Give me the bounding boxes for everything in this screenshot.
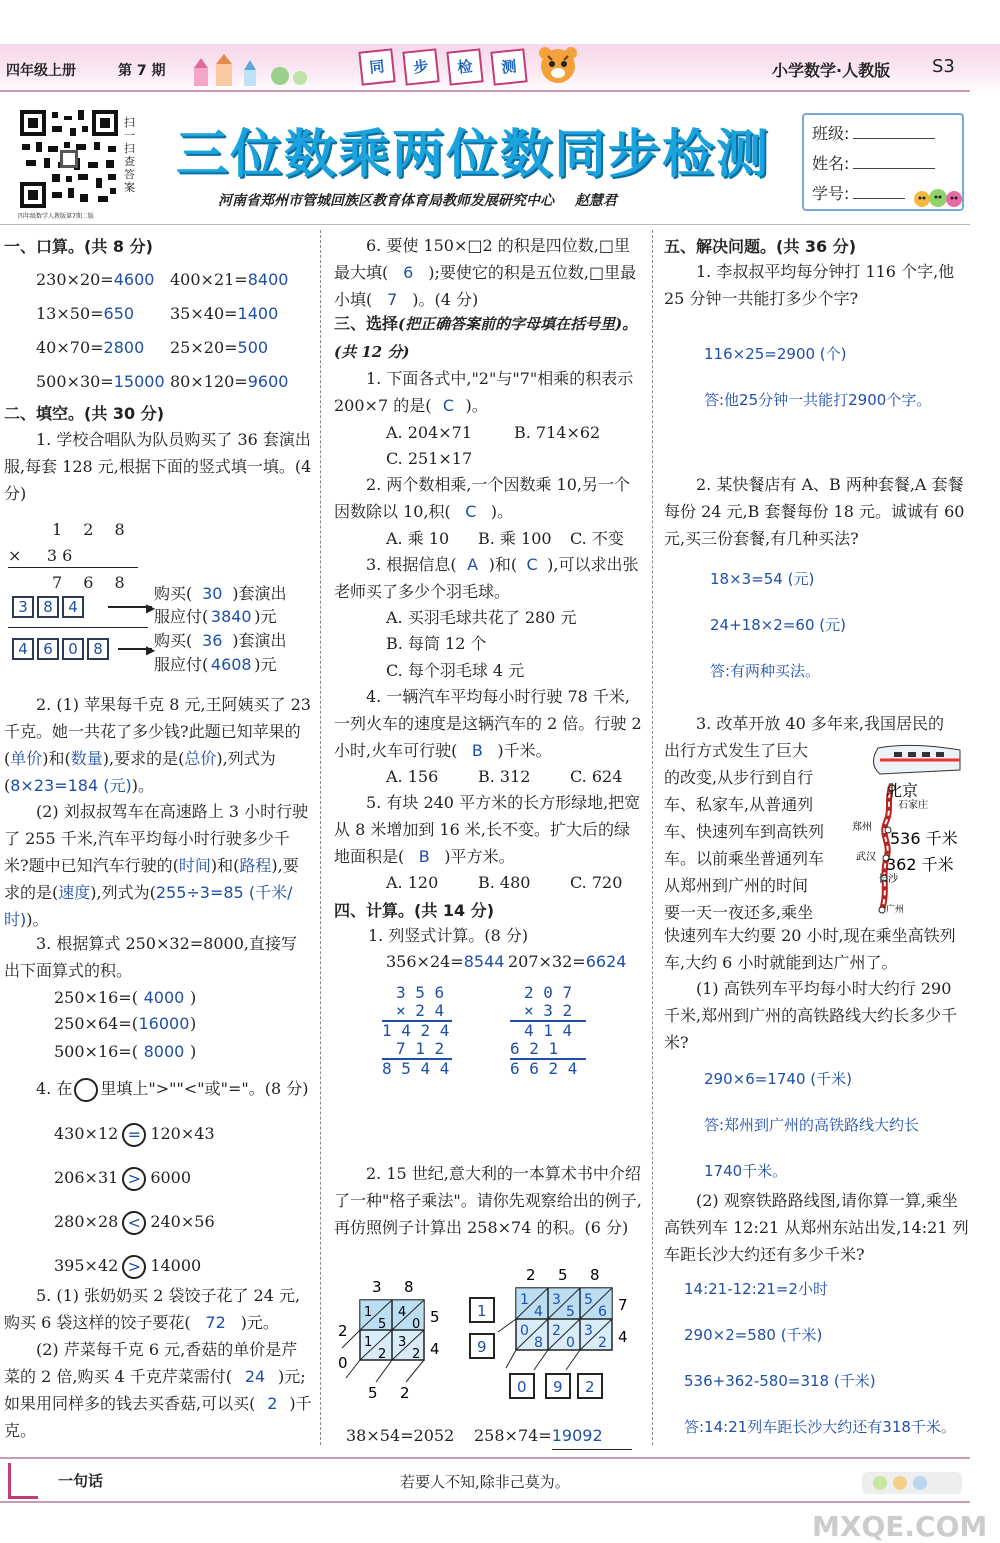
section-4-heading: 四、计算。(共 14 分) <box>334 901 495 920</box>
page-number: S3 <box>932 56 955 77</box>
fill-q5-2: (2) 芹菜每千克 6 元,香菇的单价是芹菜的 2 倍,购买 4 千克芹菜需付( 24 )元;如果用同样多的钱去买香菇,可以买( 2 )千克。 <box>4 1340 312 1440</box>
student-id-field[interactable]: 学号: <box>812 181 905 204</box>
section-1-heading: 一、口算。(共 8 分) <box>4 237 153 256</box>
q3-item: 500×16=( 8000 ) <box>54 1042 197 1061</box>
header-tag-ce: 测 <box>490 48 527 85</box>
svg-text:0: 0 <box>412 1317 421 1332</box>
svg-text:0: 0 <box>517 1378 527 1396</box>
svg-text:1: 1 <box>520 1292 529 1308</box>
column-divider-1 <box>320 230 321 1445</box>
fill-q5-1: 5. (1) 张奶奶买 2 袋饺子花了 24 元,购买 6 袋这样的饺子要花( 72 )元。 <box>4 1286 301 1332</box>
vert-multiplier: × 3 6 <box>8 546 73 565</box>
column-divider-2 <box>652 230 653 1445</box>
problem-3-rest: 快速列车大约要 20 小时,现在乘坐高铁列车,大约 6 小时就能到达广州了。 <box>664 926 956 972</box>
problem-1: 1. 李叔叔平均每分钟打 116 个字,他 25 分钟一共能打多少个字? <box>664 262 955 308</box>
choice-3: 3. 根据信息( A )和( C ),可以求出张老师买了多少个羽毛球。 <box>334 555 639 601</box>
page-title: 三位数乘两位数同步检测 <box>176 125 771 185</box>
problem-3-q1-answer-2: 答:郑州到广州的高铁路线大约长 <box>704 1116 920 1134</box>
svg-text:2: 2 <box>412 1347 421 1362</box>
choice-2-opt-c: C. 不变 <box>570 529 624 548</box>
svg-text:536 千米: 536 千米 <box>890 829 958 848</box>
problem-3-q1-answer-1: 290×6=1740 (千米) <box>704 1070 852 1088</box>
svg-text:3: 3 <box>398 1335 407 1350</box>
svg-text:362 千米: 362 千米 <box>886 855 954 874</box>
problem-1-answer-line-1: 116×25=2900 (个) <box>704 345 847 363</box>
lattice-intro: 2. 15 世纪,意大利的一本算术书中介绍了一种"格子乘法"。请你先观察给出的例子,再仿照例子计算出 258×74 的积。(6 分) <box>334 1164 642 1237</box>
choice-3-opt-c: C. 每个羽毛球 4 元 <box>386 661 525 680</box>
cartoon-animals-icon <box>912 181 964 209</box>
content-top-rule <box>0 224 970 225</box>
problem-2-answer-line-1: 18×3=54 (元) <box>710 570 815 588</box>
section-3-heading: 三、选择(把正确答案前的字母填在括号里)。(共 12 分) <box>334 314 638 361</box>
qr-side-text: 扫一扫 查答案 <box>124 116 135 194</box>
svg-text:1: 1 <box>364 1305 373 1320</box>
svg-text:2: 2 <box>585 1378 595 1396</box>
choice-4-opt-b: B. 312 <box>478 767 531 786</box>
digit-box[interactable]: 6 <box>37 638 59 660</box>
watermark-logo-icon <box>860 1468 970 1498</box>
svg-text:5: 5 <box>566 1304 575 1320</box>
choice-5: 5. 有块 240 平方米的长方形绿地,把宽从 8 米增加到 16 米,长不变。扩大后的绿地面积是( B )平方米。 <box>334 793 641 866</box>
svg-text:4: 4 <box>534 1304 543 1320</box>
fill-q2-2: (2) 刘叔叔驾车在高速路上 3 小时行驶了 255 千米,汽车平均每小时行驶多少千米?题中已知汽车行驶的(时间)和(路程),要求的是(速度),列式为(255÷3=85 (千米/时))。 <box>4 802 309 929</box>
svg-text:2: 2 <box>400 1384 410 1402</box>
fill-q6: 6. 要使 150×□2 的积是四位数,□里最大填( 6 );要使它的积是五位数,□里最小填( 7 )。(4 分) <box>334 236 637 309</box>
pay-line-1: 服应付( 3840 )元 <box>154 607 277 626</box>
qr-code[interactable] <box>18 108 120 210</box>
arrow-head-icon: ▶ <box>146 601 156 615</box>
q3-item: 250×64=(16000) <box>54 1014 197 1033</box>
digit-box[interactable]: 8 <box>37 596 59 618</box>
compare-item: 280×28 < 240×56 <box>54 1208 215 1235</box>
problem-3-q2-answer-4: 答:14:21列车距长沙大约还有318千米。 <box>684 1418 956 1436</box>
qr-caption: 四年级数学人教版第7期二版 <box>18 213 94 220</box>
problem-3-q1-answer-3: 1740千米。 <box>704 1162 788 1180</box>
section-5-heading: 五、解决问题。(共 36 分) <box>664 237 857 256</box>
pay-line-2: 服应付( 4608 )元 <box>154 655 277 674</box>
author-org: 河南省郑州市管城回族区教育体育局教师发展研究中心 <box>218 193 554 209</box>
svg-text:2: 2 <box>552 1323 561 1339</box>
fill-q3-text: 3. 根据算式 250×32=8000,直接写出下面算式的积。 <box>4 934 297 980</box>
svg-text:6: 6 <box>598 1304 607 1320</box>
calc-2-vertical: 2 0 7 × 3 2 4 1 4 6 2 1 6 6 2 4 <box>524 984 586 1078</box>
svg-text:8: 8 <box>404 1278 414 1296</box>
svg-text:4: 4 <box>618 1328 628 1346</box>
svg-text:北京: 北京 <box>886 781 919 800</box>
choice-4: 4. 一辆汽车平均每小时行驶 78 千米,一列火车的速度是这辆汽车的 2 倍。行驶 2 小时,火车可行驶( B )千米。 <box>334 687 642 760</box>
vert-rule-2 <box>8 627 148 628</box>
subject-label: 小学数学·人教版 <box>772 61 891 80</box>
svg-text:2: 2 <box>526 1266 536 1284</box>
svg-text:5: 5 <box>368 1384 378 1402</box>
svg-text:2: 2 <box>378 1347 387 1362</box>
problem-1-answer-line-2: 答:他25分钟一共能打2900个字。 <box>704 391 932 409</box>
oral-item: 500×30=15000 <box>36 372 165 391</box>
compare-item: 430×12 = 120×43 <box>54 1120 215 1147</box>
svg-text:2: 2 <box>338 1322 348 1340</box>
svg-text:1: 1 <box>477 1302 487 1320</box>
svg-text:4: 4 <box>430 1340 440 1358</box>
q3-item: 250×16=( 4000 ) <box>54 988 197 1007</box>
header-divider <box>0 90 970 92</box>
author-line <box>218 190 617 210</box>
calc-2-equation: 207×32=6624 <box>508 952 627 971</box>
fill-q4-text: 4. 在 里填上">""<"或"="。(8 分) <box>36 1075 309 1102</box>
problem-3-q2-answer-1: 14:21-12:21=2小时 <box>684 1280 828 1298</box>
digit-box[interactable]: 4 <box>12 638 34 660</box>
buy-line-2: 购买( 36 )套演出 <box>154 631 287 650</box>
choice-5-opt-a: A. 120 <box>386 873 439 892</box>
oral-item: 13×50=650 <box>36 304 135 323</box>
section-2-heading: 二、填空。(共 30 分) <box>4 404 165 423</box>
calc-1-vertical: 3 5 6 × 2 4 1 4 2 4 7 1 2 8 5 4 4 <box>396 984 452 1078</box>
digit-box[interactable]: 3 <box>12 596 34 618</box>
svg-text:广州: 广州 <box>886 905 905 915</box>
compare-item: 395×42 > 14000 <box>54 1252 201 1279</box>
choice-1-opt-c: C. 251×17 <box>386 449 473 468</box>
choice-3-opt-b: B. 每筒 12 个 <box>386 634 487 653</box>
choice-2-opt-b: B. 乘 100 <box>478 529 552 548</box>
svg-text:5: 5 <box>558 1266 568 1284</box>
footer-bracket <box>8 1463 38 1499</box>
arrow-head-icon: ▶ <box>146 643 156 657</box>
lattice-exercise-equation: 258×74=19092 <box>474 1422 632 1450</box>
svg-text:5: 5 <box>378 1317 387 1332</box>
buy-line-1: 购买( 30 )套演出 <box>154 584 287 603</box>
header-decoration <box>190 54 320 86</box>
choice-1-opt-b: B. 714×62 <box>514 423 601 442</box>
digit-box[interactable]: 0 <box>62 638 84 660</box>
choice-1-opt-a: A. 204×71 <box>386 423 473 442</box>
student-info-box <box>802 113 964 211</box>
digit-box[interactable]: 8 <box>87 638 109 660</box>
svg-text:8: 8 <box>590 1266 600 1284</box>
compare-item: 206×31 > 6000 <box>54 1164 191 1191</box>
calc-title: 1. 列竖式计算。(8 分) <box>368 926 529 945</box>
vert-result-boxes <box>12 638 112 660</box>
digit-box[interactable]: 4 <box>62 596 84 618</box>
choice-2-opt-a: A. 乘 10 <box>386 529 450 548</box>
lattice-example-38x54 <box>336 1278 456 1402</box>
name-field[interactable]: 姓名: <box>812 151 935 174</box>
vert-partial-2-boxes <box>12 596 87 618</box>
problem-2: 2. 某快餐店有 A、B 两种套餐,A 套餐每份 24 元,B 套餐每份 18 元。诚诚有 60 元,买三份套餐,有几种买法? <box>664 475 965 548</box>
problem-3-wrapped-text: 出行方式发生了巨大 的改变,从步行到自行 车、私家车,从普通列 车、快速列车到高铁列 车。以前乘坐普通列车 从郑州到广州的时间 要一天一夜还多,乘坐 <box>664 741 825 922</box>
svg-text:1: 1 <box>364 1335 373 1350</box>
svg-text:5: 5 <box>584 1292 593 1308</box>
tiger-mascot-icon <box>534 44 582 90</box>
fill-q2-1: 2. (1) 苹果每千克 8 元,王阿姨买了 23 千克。她一共花了多少钱?此题已知苹果的(单价)和(数量),要求的是(总价),列式为(8×23=184 (元))。 <box>4 695 311 795</box>
fill-q1-text: 1. 学校合唱队为队员购买了 36 套演出服,每套 128 元,根据下面的竖式填一填。(4 分) <box>4 430 312 503</box>
issue-label: 第 7 期 <box>118 63 166 79</box>
svg-text:石家庄: 石家庄 <box>898 800 928 811</box>
class-field[interactable]: 班级: <box>812 121 935 144</box>
choice-3-opt-a: A. 买羽毛球共花了 280 元 <box>386 608 577 627</box>
vert-partial-1: 7 6 8 <box>52 573 133 592</box>
grade-label: 四年级上册 <box>6 63 76 79</box>
choice-4-opt-a: A. 156 <box>386 767 439 786</box>
problem-3-q2-answer-2: 290×2=580 (千米) <box>684 1326 823 1344</box>
circle-icon <box>74 1078 98 1102</box>
header-tag-bu: 步 <box>402 48 439 85</box>
choice-4-opt-c: C. 624 <box>570 767 623 786</box>
svg-text:2: 2 <box>598 1335 607 1351</box>
lattice-exercise-258x74 <box>468 1264 640 1406</box>
oral-item: 25×20=500 <box>170 338 269 357</box>
choice-5-opt-c: C. 720 <box>570 873 623 892</box>
svg-text:郑州: 郑州 <box>852 822 872 833</box>
problem-2-answer-line-3: 答:有两种买法。 <box>710 662 821 680</box>
problem-3-line-1: 3. 改革开放 40 多年来,我国居民的 <box>696 714 944 733</box>
choice-2: 2. 两个数相乘,一个因数乘 10,另一个因数除以 10,积( C )。 <box>334 475 630 521</box>
svg-text:3: 3 <box>552 1292 561 1308</box>
svg-text:4: 4 <box>398 1305 407 1320</box>
watermark-text: MXQE.COM <box>812 1510 988 1543</box>
problem-3-q2: (2) 观察铁路路线图,请你算一算,乘坐高铁列车 12:21 从郑州东站出发,14:21 列车距长沙大约还有多少千米? <box>664 1191 969 1264</box>
svg-text:7: 7 <box>618 1296 628 1314</box>
vert-multiplicand: 1 2 8 <box>52 520 133 539</box>
vert-rule <box>8 567 138 568</box>
oral-item: 40×70=2800 <box>36 338 145 357</box>
svg-text:5: 5 <box>430 1308 440 1326</box>
header-tag-tong: 同 <box>358 48 395 85</box>
lattice-example-equation: 38×54=2052 <box>346 1426 455 1445</box>
header-tag-jian: 检 <box>446 48 483 85</box>
problem-3-q1: (1) 高铁列车平均每小时大约行 290 千米,郑州到广州的高铁路线大约长多少千米? <box>664 979 958 1052</box>
svg-text:9: 9 <box>477 1338 487 1356</box>
railway-map <box>850 740 968 918</box>
svg-text:3: 3 <box>584 1323 593 1339</box>
svg-text:长沙: 长沙 <box>878 874 898 885</box>
oral-item: 400×21=8400 <box>170 270 289 289</box>
calc-1-equation: 356×24=8544 <box>386 952 505 971</box>
svg-text:0: 0 <box>520 1323 529 1339</box>
oral-item: 80×120=9600 <box>170 372 289 391</box>
svg-text:0: 0 <box>566 1335 575 1351</box>
author-name: 赵慧君 <box>574 193 617 209</box>
oral-item: 230×20=4600 <box>36 270 155 289</box>
svg-text:3: 3 <box>372 1278 382 1296</box>
svg-text:0: 0 <box>338 1354 348 1372</box>
svg-text:9: 9 <box>553 1378 563 1396</box>
svg-text:8: 8 <box>534 1335 543 1351</box>
problem-3-q2-answer-3: 536+362-580=318 (千米) <box>684 1372 876 1390</box>
svg-text:武汉: 武汉 <box>856 852 876 863</box>
oral-item: 35×40=1400 <box>170 304 279 323</box>
footer-quote: 若要人不知,除非己莫为。 <box>400 1473 570 1491</box>
problem-2-answer-line-2: 24+18×2=60 (元) <box>710 616 846 634</box>
choice-5-opt-b: B. 480 <box>478 873 531 892</box>
choice-1: 1. 下面各式中,"2"与"7"相乘的积表示 200×7 的是( C )。 <box>334 369 634 415</box>
footer-label: 一句话 <box>58 1472 104 1490</box>
